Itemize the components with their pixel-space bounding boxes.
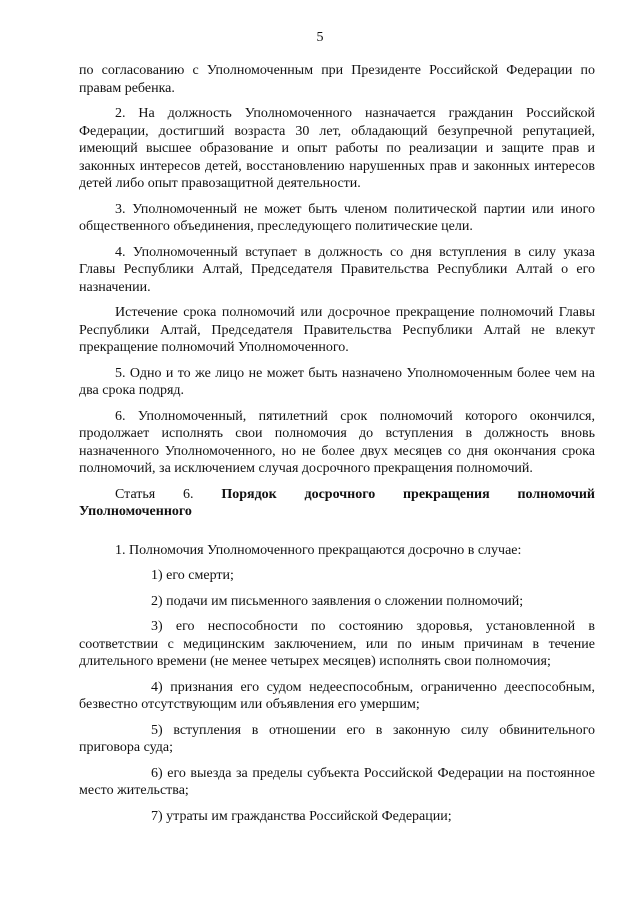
list-item <box>79 618 595 671</box>
document-body <box>79 62 595 833</box>
paragraph: 3. Уполномоченный не может быть членом политической партии или иного общественного объединения, преследующего политические цели. <box>79 201 595 234</box>
list-item-number: 1) <box>151 568 163 583</box>
list-item-text: его смерти; <box>166 568 234 583</box>
article-title-continuation: Уполномоченного <box>79 504 192 519</box>
list-item-text: его выезда за пределы субъекта Российской Федерации на постоянное место жительства; <box>79 765 595 798</box>
paragraph: 2. На должность Уполномоченного назначается гражданин Российской Федерации, достигший возраста 30 лет, обладающий безупречной репутацией, имеющий высшее образование и опыт работы по реализации и защите прав и законных интересов детей, восстановлению нарушенных прав и законных интересов детей либо опыт правозащитной деятельности. <box>79 106 595 191</box>
page-number: 5 <box>316 30 324 45</box>
list-item <box>79 679 595 714</box>
list-item-text: вступления в отношении его в законную силу обвинительного приговора суда; <box>79 722 596 755</box>
list-item <box>79 567 595 585</box>
paragraph: 4. Уполномоченный вступает в должность со дня вступления в силу указа Главы Республики Алтай, Председателя Правительства Республики Алтай о его назначении. <box>79 244 595 295</box>
list-item-number: 6) <box>151 765 163 781</box>
list-item-number: 2) <box>151 593 163 609</box>
list-intro: 1. Полномочия Уполномоченного прекращаются досрочно в случае: <box>115 542 522 558</box>
list-item <box>79 593 595 611</box>
list-item <box>79 722 595 757</box>
list-item-text: подачи им письменного заявления о сложении полномочий; <box>166 593 524 609</box>
list-item <box>79 808 595 826</box>
list-item-text: утраты им гражданства Российской Федерации; <box>166 808 452 824</box>
list-item-number: 3) <box>151 619 163 634</box>
list-item-number: 4) <box>151 679 163 695</box>
list-item-text: признания его судом недееспособным, ограниченно дееспособным, безвестно отсутствующим или объявления его умершим; <box>79 679 596 712</box>
list-item <box>79 765 595 800</box>
article-heading <box>79 486 595 504</box>
article-title: Порядок досрочного прекращения полномочий <box>221 486 595 502</box>
article-label: Статья 6. <box>115 486 194 502</box>
paragraph: по согласованию с Уполномоченным при Президенте Российской Федерации по правам ребенка. <box>79 63 595 96</box>
paragraph: 6. Уполномоченный, пятилетний срок полномочий которого окончился, продолжает исполнять свои полномочия до вступления в должность вновь назначенного Уполномоченного, но не более двух месяцев со дня окончания срока полномочий, за исключением случая досрочного прекращения полномочий. <box>79 408 595 476</box>
list-item-number: 5) <box>151 722 163 738</box>
paragraph: 5. Одно и то же лицо не может быть назначено Уполномоченным более чем на два срока подряд. <box>79 365 595 398</box>
list-item-text: его неспособности по состоянию здоровья, установленной в соответствии с медицинским заключением, или по иным причинам в течение длительного времени (не менее четырех месяцев) исполнять свои полномочия; <box>79 619 595 669</box>
list-item-number: 7) <box>151 808 163 824</box>
paragraph: Истечение срока полномочий или досрочное прекращение полномочий Главы Республики Алтай, Председателя Правительства Республики Алтай не влекут прекращение полномочий Уполномоченного. <box>79 305 595 355</box>
